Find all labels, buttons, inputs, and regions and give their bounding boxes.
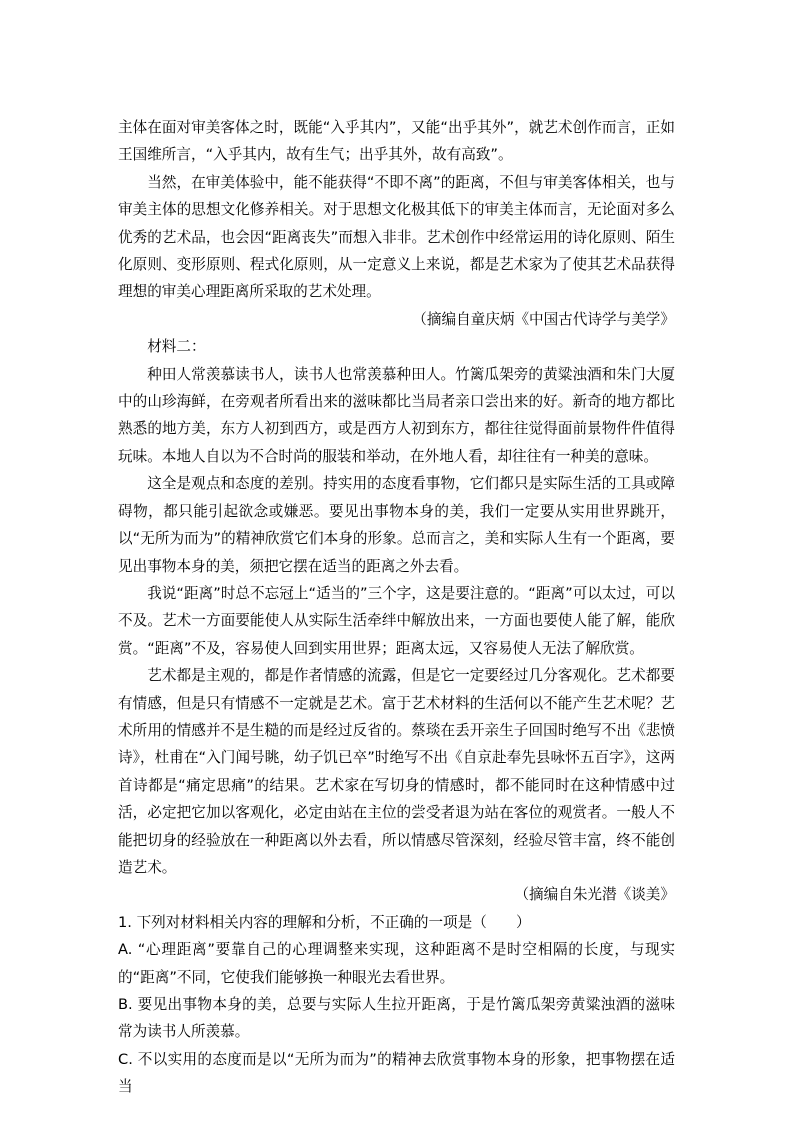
paragraph-appropriate-distance: 我说“距离”时总不忘冠上“适当的”三个字，这是要注意的。“距离”可以太过，可以不及。艺术一方面要能使人从实际生活牵绊中解放出来，一方面也要使人能了解，能欣赏。“距离”不及，容易使人回到实用世界；距离太远，又容易使人无法了解欣赏。 [118,584,675,657]
paragraph-farmers-scholars: 种田人常羡慕读书人，读书人也常羡慕种田人。竹篱瓜架旁的黄粱浊酒和朱门大厦中的山珍海鲜，在旁观者所看出来的滋味都比当局者亲口尝出来的好。新奇的地方都比熟悉的地方美，东方人初到西方，或是西方人初到东方，都往往觉得面前景物件件值得玩味。本地人自以为不合时尚的服装和举动，在外地人看，却往往有一种美的意味。 [118,365,675,465]
question-stem: 1. 下列对材料相关内容的理解和分析，不正确的一项是（ ） [118,913,531,931]
paragraph-aesthetic-distance: 当然，在审美体验中，能不能获得“不即不离”的距离，不但与审美客体相关，也与审美主体的思想文化修养相关。对于思想文化极其低下的审美主体而言，无论面对多么优秀的艺术品，也会因“距离丧失”而想入非非。艺术创作中经常运用的诗化原则、陌生化原则、变形原则、程式化原则，从一定意义上来说，都是艺术家为了使其艺术品获得理想的审美心理距离所采取的艺术处理。 [118,173,675,301]
question-option-c: C. 不以实用的态度而是以“无所为而为”的精神去欣赏事物本身的形象，把事物摆在适当 [118,1050,675,1096]
material-2-heading: 材料二： [147,338,206,356]
paragraph-viewpoint-attitude: 这全是观点和态度的差别。持实用的态度看事物，它们都只是实际生活的工具或障碍物，都只能引起欲念或嫌恶。要见出事物本身的美，我们一定要从实用世界跳开，以“无所为而为”的精神欣赏它们本身的形象。总而言之，美和实际人生有一个距离，要见出事物本身的美，须把它摆在适当的距离之外去看。 [118,475,675,575]
document-page [118,114,675,1101]
paragraph-continuation: 主体在面对审美客体之时，既能“入乎其内”，又能“出乎其外”，就艺术创作而言，正如王国维所言，“入乎其内，故有生气；出乎其外，故有高致”。 [118,119,675,164]
source-citation-1: （摘编自童庆炳《中国古代诗学与美学》 [412,310,675,328]
paragraph-art-subjective: 艺术都是主观的，都是作者情感的流露，但是它一定要经过几分客观化。艺术都要有情感，但是只有情感不一定就是艺术。富于艺术材料的生活何以不能产生艺术呢？艺术所用的情感并不是生糙的而是经过反省的。蔡琰在丢开亲生子回国时绝写不出《悲愤诗》，杜甫在“入门闻号眺，幼子饥已卒”时绝写不出《自京赴奉先县咏怀五百字》，这两首诗都是“痛定思痛”的结果。艺术家在写切身的情感时，都不能同时在这种情感中过活，必定把它加以客观化，必定由站在主位的尝受者退为站在客位的观赏者。一般人不能把切身的经验放在一种距离以外去看，所以情感尽管深刻，经验尽管丰富，终不能创造艺术。 [118,667,675,876]
question-option-a: A. “心理距离”要靠自己的心理调整来实现，这种距离不是时空相隔的长度，与现实的“距离”不同，它使我们能够换一种眼光去看世界。 [118,941,675,986]
question-option-b: B. 要见出事物本身的美，总要与实际人生拉开距离，于是竹篱瓜架旁黄粱浊酒的滋味常为读书人所羡慕。 [118,996,675,1041]
source-citation-2: （摘编自朱光潜《谈美》 [514,886,675,904]
